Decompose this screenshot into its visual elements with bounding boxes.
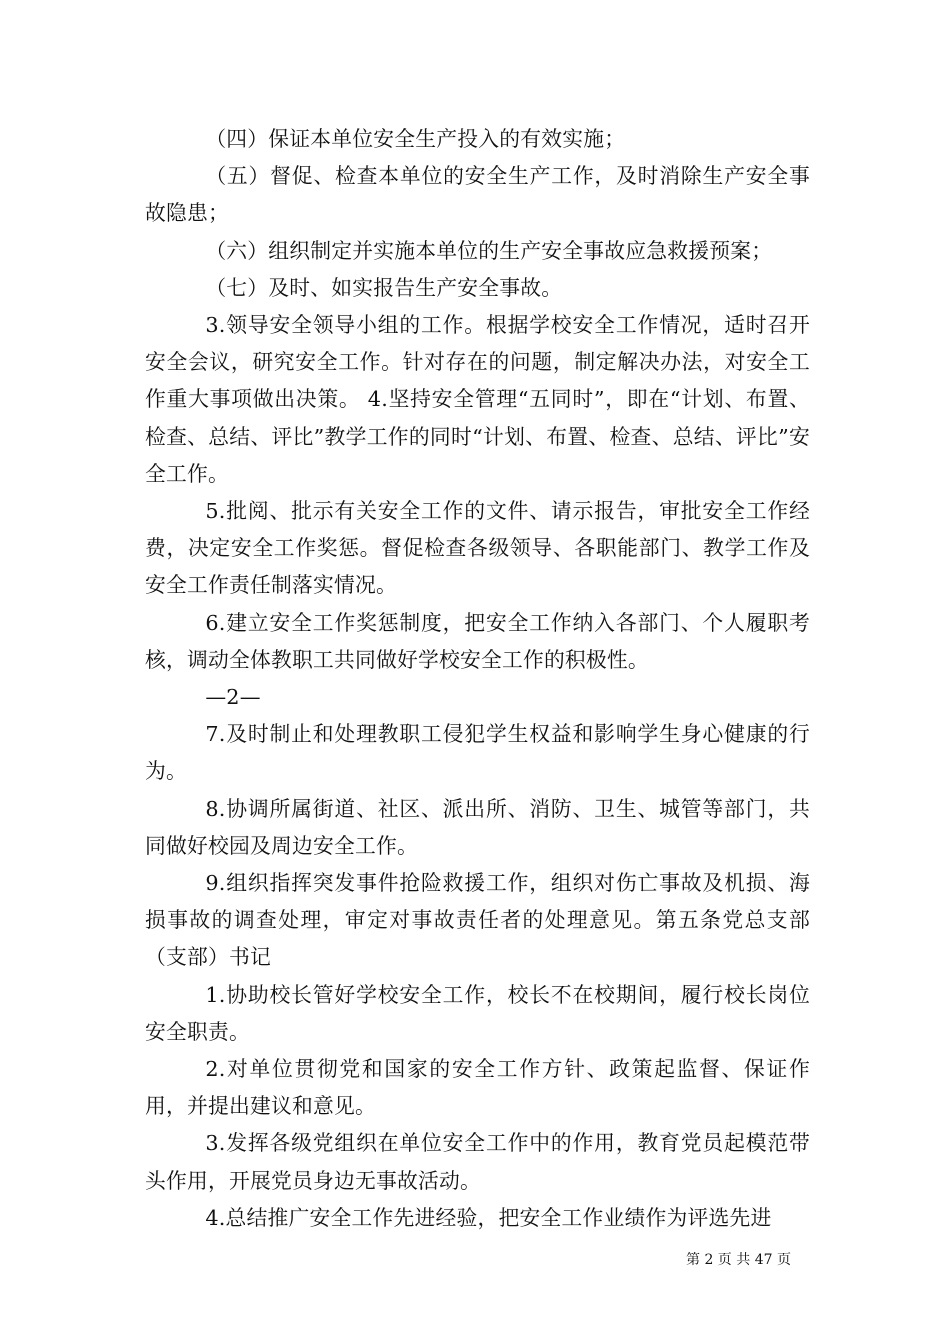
paragraph-12: 2.对单位贯彻党和国家的安全工作方针、政策起监督、保证作用，并提出建议和意见。 — [145, 1057, 810, 1119]
page-number-footer: 第 2 页 共 47 页 — [686, 1252, 791, 1268]
paragraph-7: 6.建立安全工作奖惩制度，把安全工作纳入各部门、个人履职考核，调动全体教职工共同做好学校安全工作的积极性。 — [145, 610, 810, 672]
paragraph-4: （七）及时、如实报告生产安全事故。 — [205, 275, 563, 300]
paragraph-3: （六）组织制定并实施本单位的生产安全事故应急救援预案； — [205, 238, 773, 263]
paragraph-14: 4.总结推广安全工作先进经验，把安全工作业绩作为评选先进 — [205, 1205, 772, 1230]
paragraph-13: 3.发挥各级党组织在单位安全工作中的作用，教育党员起模范带头作用，开展党员身边无事故活动。 — [145, 1131, 810, 1193]
paragraph-2: （五）督促、检查本单位的安全生产工作，及时消除生产安全事故隐患； — [145, 164, 810, 226]
paragraph-5: 3.领导安全领导小组的工作。根据学校安全工作情况，适时召开安全会议，研究安全工作。针对存在的问题，制定解决办法，对安全工作重大事项做出决策。 4.坚持安全管理“五同时”，即在“计划、布置、检查、总结、评比”教学工作的同时“计划、布置、检查、总结、评比”安全工作。 — [145, 313, 810, 486]
paragraph-10: 9.组织指挥突发事件抢险救援工作，组织对伤亡事故及机损、海损事故的调查处理，审定对事故责任者的处理意见。第五条党总支部（支部）书记 — [145, 871, 810, 970]
paragraph-9: 8.协调所属街道、社区、派出所、消防、卫生、城管等部门，共同做好校园及周边安全工作。 — [145, 796, 810, 858]
paragraph-6: 5.批阅、批示有关安全工作的文件、请示报告，审批安全工作经费，决定安全工作奖惩。督促检查各级领导、各职能部门、教学工作及安全工作责任制落实情况。 — [145, 499, 810, 598]
document-body — [145, 121, 810, 1237]
paragraph-1: （四）保证本单位安全生产投入的有效实施； — [205, 127, 626, 151]
inline-page-marker: —2— — [205, 685, 261, 710]
paragraph-8: 7.及时制止和处理教职工侵犯学生权益和影响学生身心健康的行为。 — [145, 722, 810, 784]
paragraph-11: 1.协助校长管好学校安全工作，校长不在校期间，履行校长岗位安全职责。 — [145, 982, 810, 1044]
